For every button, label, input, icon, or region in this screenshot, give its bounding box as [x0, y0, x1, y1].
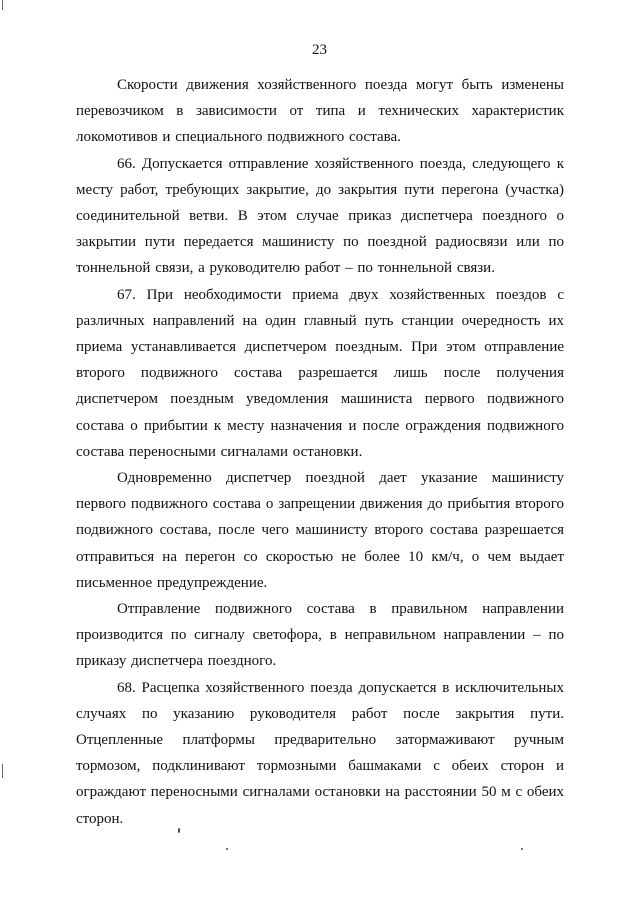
paragraph-simultaneous-instruction: Одновременно диспетчер поездной дает указание машинисту первого подвижного состава о запрещении движения до прибытия второго подвижного состава, после чего машинисту второго состава разрешается отправиться на перегон со скоростью не более 10 км/ч, о чем выдает письменное предупреждение. — [76, 470, 564, 591]
paragraph-67: 67. При необходимости приема двух хозяйственных поездов с различных направлений на один главный путь станции очередность их приема устанавливается диспетчером поездным. При этом отправление второго подвижного состава разрешается лишь после получения диспетчером поездным уведомления машиниста первого подвижного состава о прибытии к месту назначения и после ограждения подвижного состава переносными сигналами остановки. — [76, 286, 564, 460]
document-body — [76, 72, 564, 832]
page-number: 23 — [312, 42, 327, 58]
scan-speck — [521, 848, 523, 850]
scan-speck — [226, 848, 228, 850]
paragraph-68: 68. Расцепка хозяйственного поезда допускается в исключительных случаях по указанию руководителя работ после закрытия пути. Отцепленные платформы предварительно затормаживают ручным тормозом, подклинивают тормозными башмаками с обеих сторон и ограждают переносными сигналами остановки на расстоянии 50 м с обеих сторон. — [76, 679, 564, 827]
paragraph-66: 66. Допускается отправление хозяйственного поезда, следующего к месту работ, требующих закрытие, до закрытия пути перегона (участка) соединительной ветви. В этом случае приказ диспетчера поездного о закрытии пути передается машинисту по поездной радиосвязи или по тоннельной связи, а руководителю работ – по тоннельной связи. — [76, 155, 564, 277]
scan-speck — [178, 828, 180, 833]
paragraph-departure-signal: Отправление подвижного состава в правильном направлении производится по сигналу светофора, в неправильном направлении – по приказу диспетчера поездного. — [76, 601, 564, 670]
paragraph-speed-change: Скорости движения хозяйственного поезда могут быть изменены перевозчиком в зависимости от типа и технических характеристик локомотивов и специального подвижного состава. — [76, 77, 564, 146]
scan-edge-mark — [2, 0, 3, 10]
scan-edge-mark — [2, 764, 3, 778]
